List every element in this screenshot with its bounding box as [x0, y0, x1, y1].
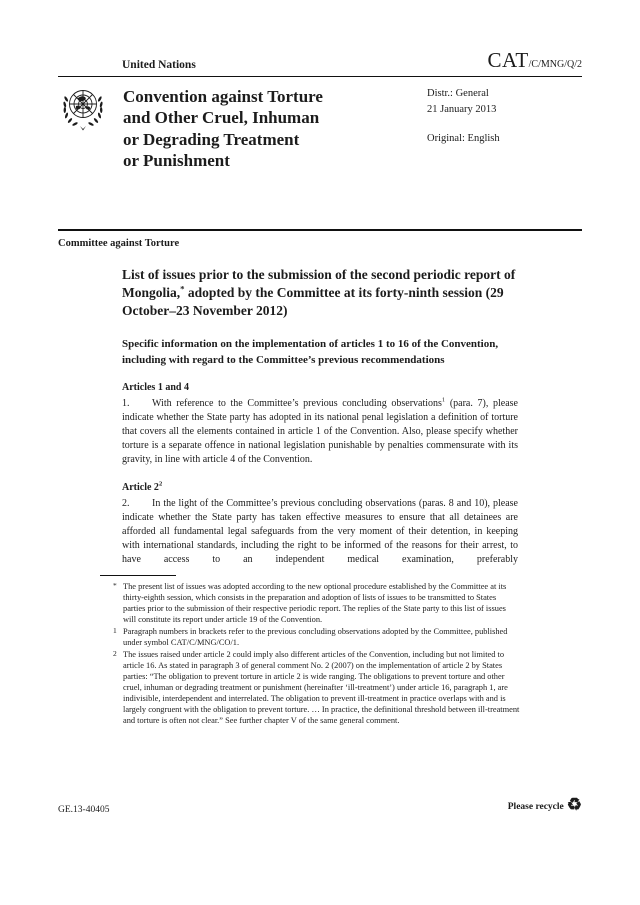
footnote-reference-2: 2	[158, 481, 163, 489]
footnote-text: Paragraph numbers in brackets refer to the previous concluding observations adopted by the Committee, published under symbol CAT/C/MNG/CO/1.	[123, 627, 508, 648]
footnote-asterisk	[113, 582, 520, 626]
original-language: Original: English	[427, 132, 500, 144]
page-footer	[58, 795, 582, 815]
document-reference-number: GE.13-40405	[58, 805, 110, 815]
footnote-reference-1: 1	[441, 397, 446, 405]
footnote-marker: 2	[113, 648, 117, 658]
document-symbol-suffix: /C/MNG/Q/2	[528, 59, 582, 70]
footnote-text: The present list of issues was adopted according to the new optional procedure established by the Committee at its thirty-eighth session, which consists in the preparation and adoption of lists of issues to be transmitted to States parties prior to the submission of their respective periodic report. The replies of the State party to this list of issues will constitute its report under article 19 of the Convention.	[123, 582, 507, 625]
section-heading-articles-1-and-4: Articles 1 and 4	[122, 382, 189, 394]
document-header	[58, 50, 582, 77]
paragraph-number: 1.	[122, 398, 130, 410]
masthead	[58, 86, 582, 171]
committee-name: Committee against Torture	[58, 238, 180, 249]
footnotes	[113, 581, 520, 726]
distribution: Distr.: General	[427, 88, 489, 99]
org-name: United Nations	[122, 59, 196, 71]
paragraph-1: 1. With reference to the Committee’s previous concluding observations$^1$ (para. 7), please indicate whether the State party has adopted in its national penal legislation a definition of torture that covers all the elements contained in article 1 of the Convention. Also, please specify whether torture is a separate offence in national legislation punishable by penalties commensurate with its gravity, in line with article 4 of the Convention.	[122, 397, 518, 466]
recycle-icon: ♻	[566, 795, 582, 814]
recycle-notice	[507, 795, 582, 815]
document-title: List of issues prior to the submission of the second periodic report of Mongolia,* adopted by the Committee at its forty-ninth session (29 October–23 November 2012)	[122, 267, 516, 319]
document-subtitle: Specific information on the implementation of articles 1 to 16 of the Convention, including with regard to the Committee’s previous recommendations	[122, 338, 499, 366]
footnote-text: The issues raised under article 2 could imply also different articles of the Convention, including but not limited to article 16. As stated in paragraph 3 of general comment No. 2 (2007) on the implementation of article 2 by States parties: “The obligation to prevent torture in article 2 is wide ranging. The obligations to prevent torture and other cruel, inhuman or degrading treatment or punishment (hereinafter ‘ill-treatment’) under article 16, paragraph 1, are indivisible, interdependent and interrelated. The obligation to prevent ill-treatment in practice overlaps with and is largely congruent with the obligation to prevent torture. … In practice, the definitional threshold between ill-treatment and torture is often not clear.” See further chapter V of the same general comment.	[123, 649, 520, 725]
publication-date: 21 January 2013	[427, 103, 497, 115]
section-heading-article-2: Article $2^2$	[122, 481, 163, 494]
publication-info	[427, 86, 582, 171]
treaty-title: Convention against Torture and Other Cruel, Inhuman or Degrading Treatment or Punishment	[123, 87, 323, 170]
footnote-marker: 1	[113, 626, 117, 636]
paragraph-number: 2.	[122, 498, 130, 510]
title-footnote-marker: *	[180, 283, 185, 294]
footnote-marker: *	[113, 581, 117, 591]
document-symbol	[487, 50, 582, 71]
un-emblem-icon	[58, 86, 108, 138]
footnote-separator	[100, 575, 176, 576]
paragraph-2: 2. In the light of the Committee’s previous concluding observations (paras. 8 and 10), please indicate whether the State party has taken effective measures to ensure that all detainees are afforded all fundamental legal safeguards from the very moment of their detention, in keeping with international standards, including the right to be informed of the reasons for their arrest, to have access to an independent medical examination, preferably	[122, 498, 518, 566]
document-symbol-main: CAT	[487, 48, 529, 72]
footnote-2	[113, 650, 520, 726]
recycle-label: Please recycle	[507, 801, 564, 812]
header-divider	[58, 229, 582, 231]
footnote-1	[113, 627, 520, 649]
